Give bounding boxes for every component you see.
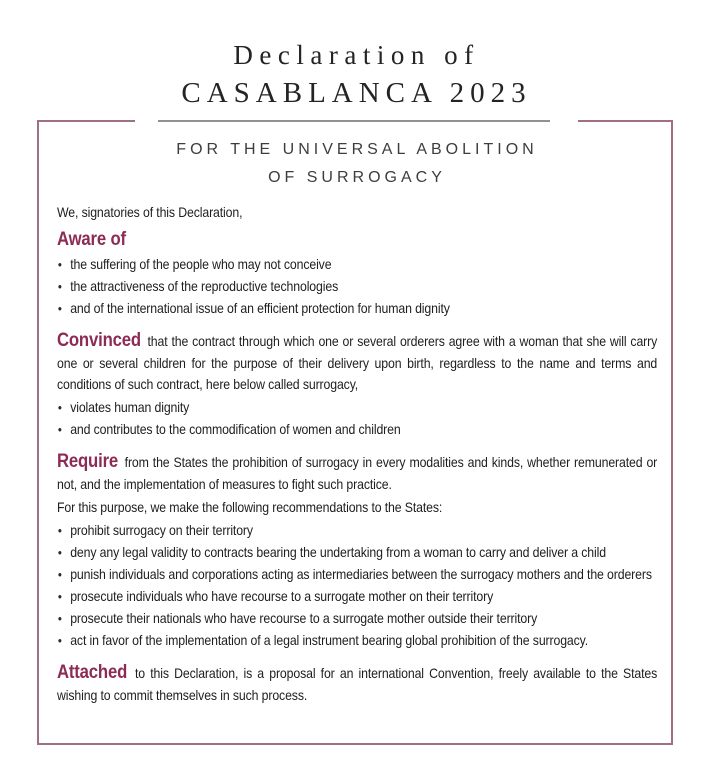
subtitle-line-2: OF SURROGACY — [268, 169, 446, 186]
attached-text: to this Declaration, is a proposal for an international Convention, freely available to the States wishing to commit themselves in such process. — [57, 665, 658, 703]
section-convinced-paragraph — [57, 329, 657, 395]
keyword-convinced: Convinced — [57, 330, 141, 351]
bullet-item: • and contributes to the commodification of women and children — [57, 419, 657, 440]
bullet-item: • prosecute individuals who have recourse to a surrogate mother on their territory — [57, 586, 657, 607]
convinced-bullet-list — [57, 397, 657, 440]
aware-bullet-list — [57, 254, 657, 319]
declaration-border-frame — [37, 120, 673, 745]
bullet-item: • prohibit surrogacy on their territory — [57, 520, 657, 541]
keyword-require: Require — [57, 451, 119, 472]
require-text: from the States the prohibition of surrogacy in every modalities and kinds, whether remunerated or not, and the implementation of measures to fight such practice. — [57, 454, 658, 492]
subtitle-line-1: FOR THE UNIVERSAL ABOLITION — [176, 141, 538, 158]
bullet-item: • deny any legal validity to contracts bearing the undertaking from a woman to carry and deliver a child — [57, 542, 657, 563]
bullet-item: • the suffering of the people who may not conceive — [57, 254, 657, 275]
keyword-aware: Aware of — [57, 229, 126, 250]
document-title — [0, 36, 713, 112]
recommendations-bullet-list — [57, 520, 657, 651]
require-followup-line: For this purpose, we make the following recommendations to the States: — [57, 499, 443, 515]
bullet-item: • violates human dignity — [57, 397, 657, 418]
section-aware-heading — [57, 228, 657, 252]
title-underline-rule — [158, 120, 550, 122]
bullet-item: • punish individuals and corporations acting as intermediaries between the surrogacy mothers and the orderers — [57, 564, 657, 585]
title-line-1: Declaration of — [233, 40, 480, 70]
document-body — [57, 202, 657, 706]
bullet-item: • and of the international issue of an efficient protection for human dignity — [57, 298, 657, 319]
convinced-text: that the contract through which one or several orderers agree with a woman that she will carry one or several children for the purpose of their delivery upon birth, regardless to the name and terms and conditions of such contract, here below called surrogacy, — [57, 333, 658, 392]
bullet-item: • act in favor of the implementation of a legal instrument bearing global prohibition of the surrogacy. — [57, 630, 657, 651]
intro-line: We, signatories of this Declaration, — [57, 204, 243, 220]
title-line-2: CASABLANCA 2023 — [181, 77, 532, 109]
frame-content — [39, 122, 671, 706]
section-require-paragraph — [57, 450, 657, 495]
section-attached-paragraph — [57, 661, 657, 706]
bullet-item: • prosecute their nationals who have recourse to a surrogate mother outside their territory — [57, 608, 657, 629]
bullet-item: • the attractiveness of the reproductive technologies — [57, 276, 657, 297]
document-subtitle — [57, 136, 657, 192]
keyword-attached: Attached — [57, 662, 128, 683]
